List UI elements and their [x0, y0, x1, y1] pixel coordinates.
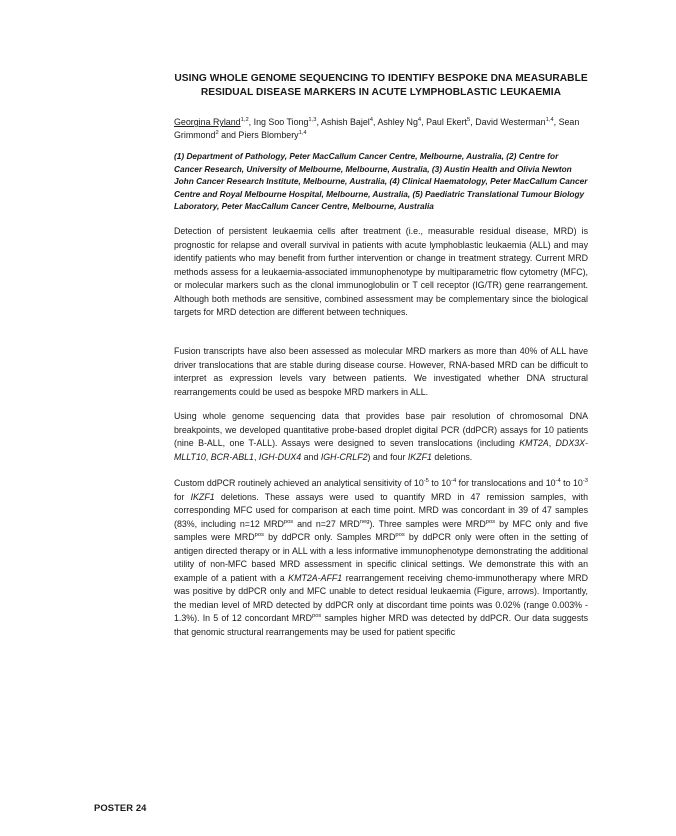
- superscript: neg: [359, 518, 370, 525]
- author-name: Piers Blombery: [238, 129, 299, 140]
- text-run: ). Three samples were MRD: [369, 518, 486, 529]
- gene-name: DDX3X-MLLT10: [174, 438, 588, 462]
- author-name: Georgina Ryland: [174, 117, 241, 127]
- author-name: Ashish Bajel: [320, 117, 370, 127]
- author-affiliation-marker: 4: [369, 117, 373, 124]
- poster-number: POSTER 24: [94, 802, 147, 813]
- gene-name: IKZF1: [407, 451, 432, 462]
- author: [238, 130, 306, 140]
- author-name: Sean Grimmond: [174, 117, 580, 140]
- abstract-title: USING WHOLE GENOME SEQUENCING TO IDENTIFY BESPOKE DNA MEASURABLE RESIDUAL DISEASE MARKERS IN ACUTE LYMPHOBLASTIC LEUKAEMIA: [174, 73, 588, 98]
- author-affiliation-marker: 1,4: [298, 129, 307, 136]
- body-paragraph-3: [174, 410, 588, 464]
- superscript: pos: [485, 518, 496, 525]
- superscript: pos: [283, 518, 294, 525]
- text-run: by MFC only and five samples were MRD: [174, 518, 589, 542]
- gene-name: IKZF1: [190, 491, 215, 502]
- text-run: ,: [205, 451, 211, 462]
- author-name: Paul Ekert: [426, 117, 468, 127]
- superscript: pos: [254, 532, 264, 539]
- superscript: -4: [555, 478, 561, 485]
- author-affiliation-marker: 1,4: [545, 117, 554, 124]
- text-run: Fusion transcripts have also been assessed as molecular MRD markers as more than 40% of ALL have driver translocations that are stable during disease course. However, RNA-based MRD can be difficult to interpret as expression levels vary between patients. We investigated whether DNA structural rearrangements could be used as bespoke MRD markers in ALL.: [174, 346, 588, 397]
- author-affiliation-marker: 1,2: [240, 117, 249, 124]
- text-run: and: [301, 451, 321, 462]
- body-paragraph-2: [174, 345, 588, 399]
- text-run: Detection of persistent leukaemia cells after treatment (i.e., measurable residual disease, MRD) is prognostic for relapse and overall survival in patients with acute lymphoblastic leukaemia (ALL) and may identify patients who may benefit from further intervention or change in treatment strategy. Current MRD methods assess for a leukaemia-associated immunophenotype by multiparametric flow cytometry (MFC), or molecular markers such as the clonal immunoglobulin or T cell receptor (IG/TR) gene rearrangement. Although both methods are sensitive, combined assessment may be complementary since the biological targets for MRD detection are different between techniques.: [174, 226, 588, 317]
- superscript: -4: [451, 478, 457, 485]
- author-name: Ashley Ng: [377, 117, 418, 127]
- gene-name: KMT2A-AFF1: [288, 572, 343, 583]
- text-run: rearrangement receiving chemo-immunotherapy where MRD was positive by ddPCR only and MFC unable to detect residual leukaemia (Figure, arrows). Importantly, the median level of MRD detected by ddPCR only at discordant time points was 0.02% (range 0.003% - 1.3%). In 5 of 12 concordant MRD: [174, 572, 588, 623]
- superscript: pos: [311, 613, 322, 620]
- gene-name: KMT2A: [519, 438, 549, 448]
- text-run: deletions.: [431, 451, 473, 462]
- author: [321, 117, 373, 127]
- body-paragraph-1: [174, 225, 588, 320]
- superscript: -5: [423, 478, 429, 485]
- text-run: samples higher MRD was detected by ddPCR. Our data suggests that genomic structural rearrangements may be used for patient specific: [174, 613, 588, 637]
- text-run: and n=27 MRD: [293, 518, 360, 529]
- text-run: deletions. These assays were used to quantify MRD in 47 remission samples, with corresponding MFC used for comparison at each time point. MRD was concordant in 39 of 47 samples (83%, including n=12 MRD: [174, 491, 588, 529]
- author-affiliation-marker: 2: [215, 129, 219, 136]
- superscript: pos: [395, 532, 405, 539]
- text-run: by ddPCR only. Samples MRD: [263, 532, 396, 542]
- author: [254, 117, 317, 127]
- author-list: Georgina Ryland$^{1,2}$, Ing Soo Tiong$^{1,3}$, Ashish Bajel$^4$, Ashley Ng$^4$, Paul Ekert$^5$, David Westerman$^{1,4}$, Sean Grimmond$^2$ and Piers Blombery$^{1,4}$: [174, 117, 580, 140]
- gene-name: BCR-ABL1: [210, 451, 254, 462]
- text-run: Custom ddPCR routinely achieved an analytical sensitivity of 10: [174, 478, 424, 488]
- text-run: ,: [253, 451, 259, 462]
- gene-name: IGH-DUX4: [258, 451, 302, 462]
- text-run: ,: [548, 438, 556, 448]
- author-affiliation-marker: 5: [467, 117, 471, 124]
- author-name: Ing Soo Tiong: [253, 117, 309, 127]
- text-run: by ddPCR only were often in the setting of antigen directed therapy or in ALL with a less informative immunophenotype demonstrating the additional utility of non-MFC based MRD assessment in specific clinical settings. We demonstrate this with an example of a patient with a: [174, 532, 588, 583]
- author-name: David Westerman: [475, 117, 546, 127]
- author: [174, 117, 249, 127]
- author-affiliation-marker: 4: [417, 117, 422, 124]
- text-run: ) and four: [367, 451, 408, 462]
- author-affiliation-marker: 1,3: [308, 117, 317, 124]
- superscript: -3: [582, 478, 588, 485]
- body-paragraph-4: [174, 477, 588, 639]
- author: [426, 117, 470, 127]
- text-run: for: [174, 491, 191, 502]
- author: [475, 117, 553, 127]
- affiliations: (1) Department of Pathology, Peter MacCallum Cancer Centre, Melbourne, Australia, (2) Centre for Cancer Research, University of Melbourne, Melbourne, Australia, (3) Austin Health and Olivia Newton John Cancer Research Institute, Melbourne, Australia, (4) Clinical Haematology, Peter MacCallum Cancer Centre and Royal Melbourne Hospital, Melbourne, Australia, (5) Paediatric Translational Tumour Biology Laboratory, Peter MacCallum Cancer Centre, Melbourne, Australia: [174, 151, 588, 212]
- text-run: to 10: [560, 478, 583, 488]
- text-run: Using whole genome sequencing data that provides base pair resolution of chromosomal DNA breakpoints, we developed quantitative probe-based droplet digital PCR (ddPCR) assays for 10 patients (nine B-ALL, one T-ALL). Assays were designed to seven translocations (including: [174, 411, 588, 448]
- text-run: to 10: [428, 478, 452, 488]
- gene-name: IGH-CRLF2: [320, 451, 368, 462]
- text-run: for translocations and 10: [456, 478, 556, 488]
- author: [377, 117, 421, 127]
